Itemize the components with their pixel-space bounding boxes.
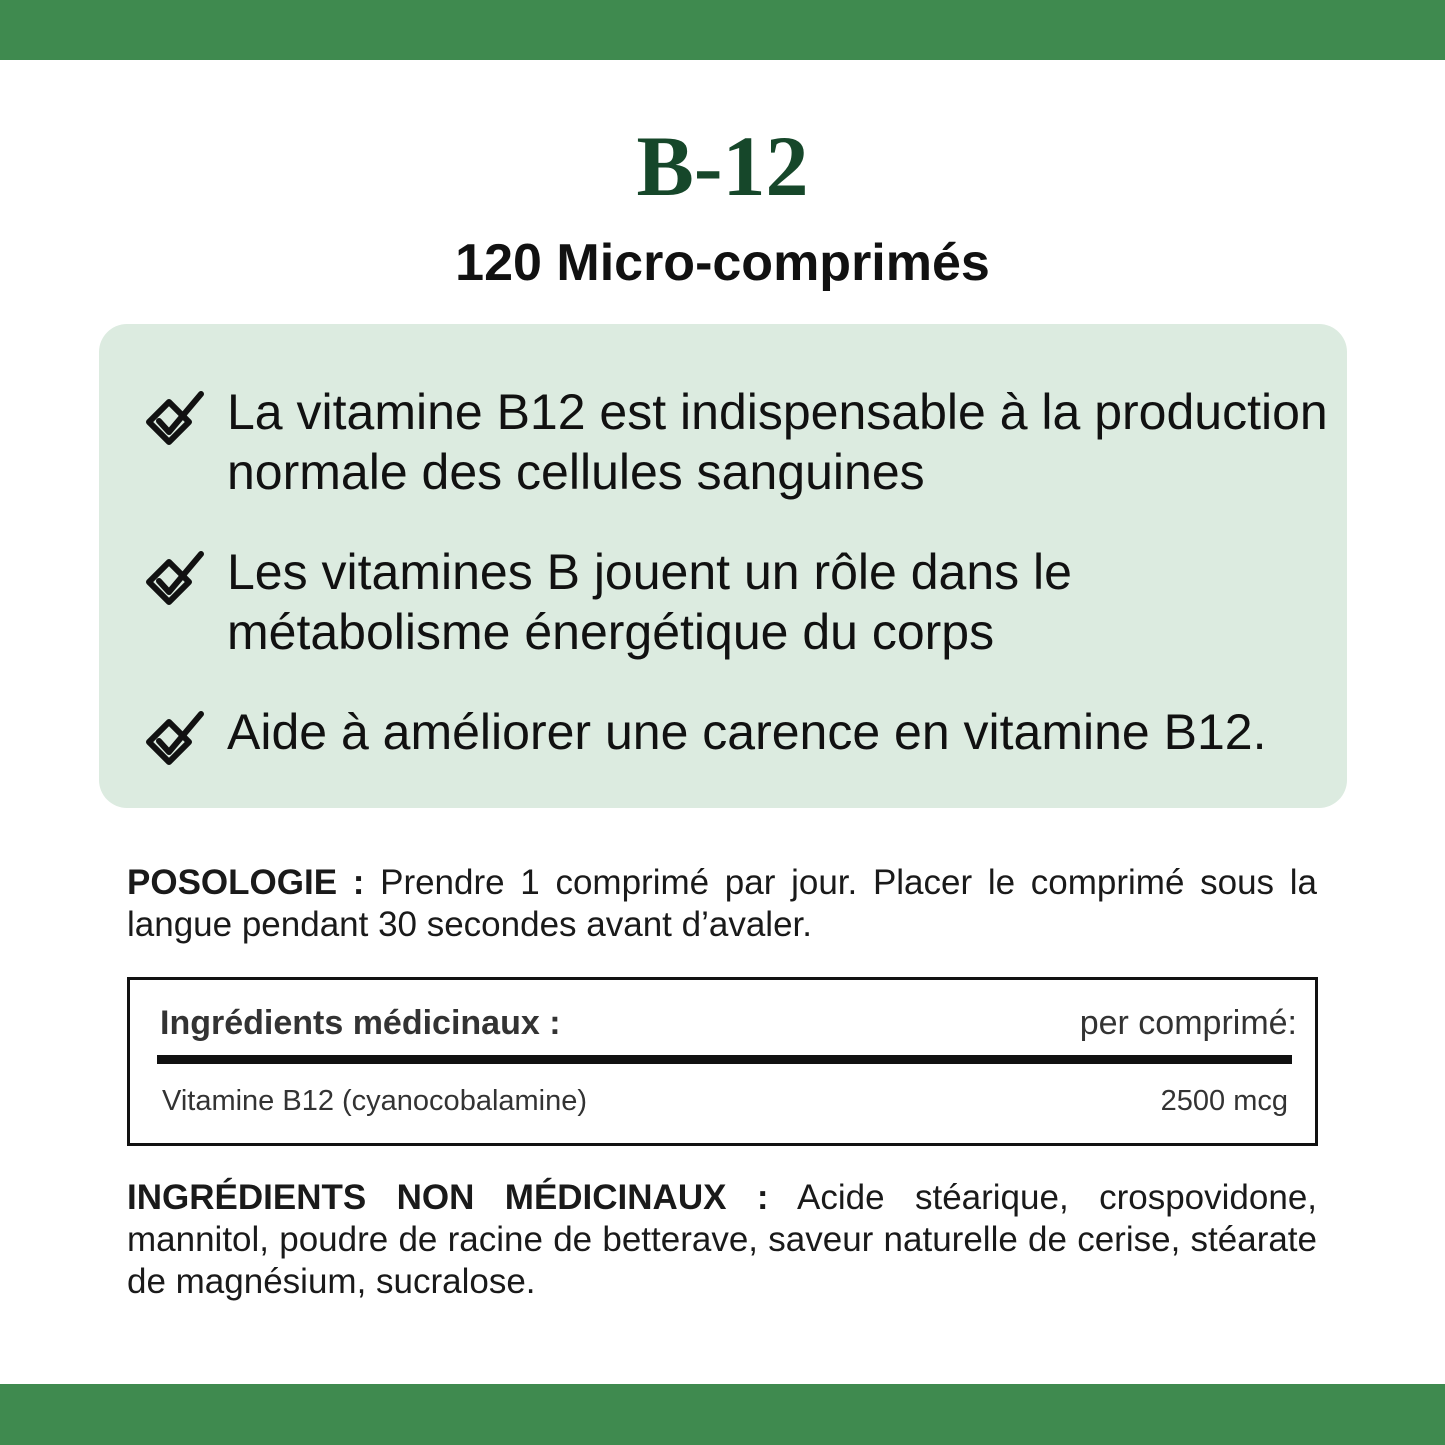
- posology-label: POSOLOGIE :: [127, 863, 365, 902]
- product-title: B-12: [636, 118, 809, 214]
- benefit-text: Aide à améliorer une carence en vitamine B12.: [227, 704, 1267, 760]
- benefit-text: Les vitamines B jouent un rôle dans le métabolisme énergétique du corps: [227, 544, 1072, 660]
- non-medicinal-label: INGRÉDIENTS NON MÉDICINAUX :: [127, 1178, 769, 1217]
- bottom-band: [0, 1384, 1445, 1445]
- ingredient-name: Vitamine B12 (cyanocobalamine): [162, 1085, 588, 1117]
- benefit-item: [139, 702, 1339, 776]
- check-icon: [139, 548, 207, 616]
- benefit-item: [139, 542, 1339, 662]
- table-unit-heading: per comprimé:: [1079, 1004, 1297, 1042]
- check-icon: [139, 388, 207, 456]
- product-subtitle: 120 Micro-comprimés: [455, 234, 990, 292]
- benefits-panel: [99, 324, 1347, 808]
- table-heading: Ingrédients médicinaux :: [160, 1004, 561, 1042]
- top-band: [0, 0, 1445, 60]
- medicinal-ingredients-table: [127, 977, 1318, 1146]
- non-medicinal-paragraph: [127, 1177, 1317, 1303]
- benefit-text: La vitamine B12 est indispensable à la production normale des cellules sanguines: [227, 384, 1328, 500]
- posology-paragraph: [127, 862, 1317, 946]
- non-medicinal-text: Acide stéarique, crospovidone, mannitol, poudre de racine de betterave, saveur naturelle de cerise, stéarate de magnésium, sucralose.: [127, 1178, 1318, 1301]
- table-divider: [157, 1055, 1292, 1064]
- ingredient-amount: 2500 mcg: [1160, 1085, 1288, 1117]
- posology-text: Prendre 1 comprimé par jour. Placer le comprimé sous la langue pendant 30 secondes avant d’avaler.: [127, 863, 1317, 944]
- benefit-item: [139, 382, 1339, 502]
- check-icon: [139, 708, 207, 776]
